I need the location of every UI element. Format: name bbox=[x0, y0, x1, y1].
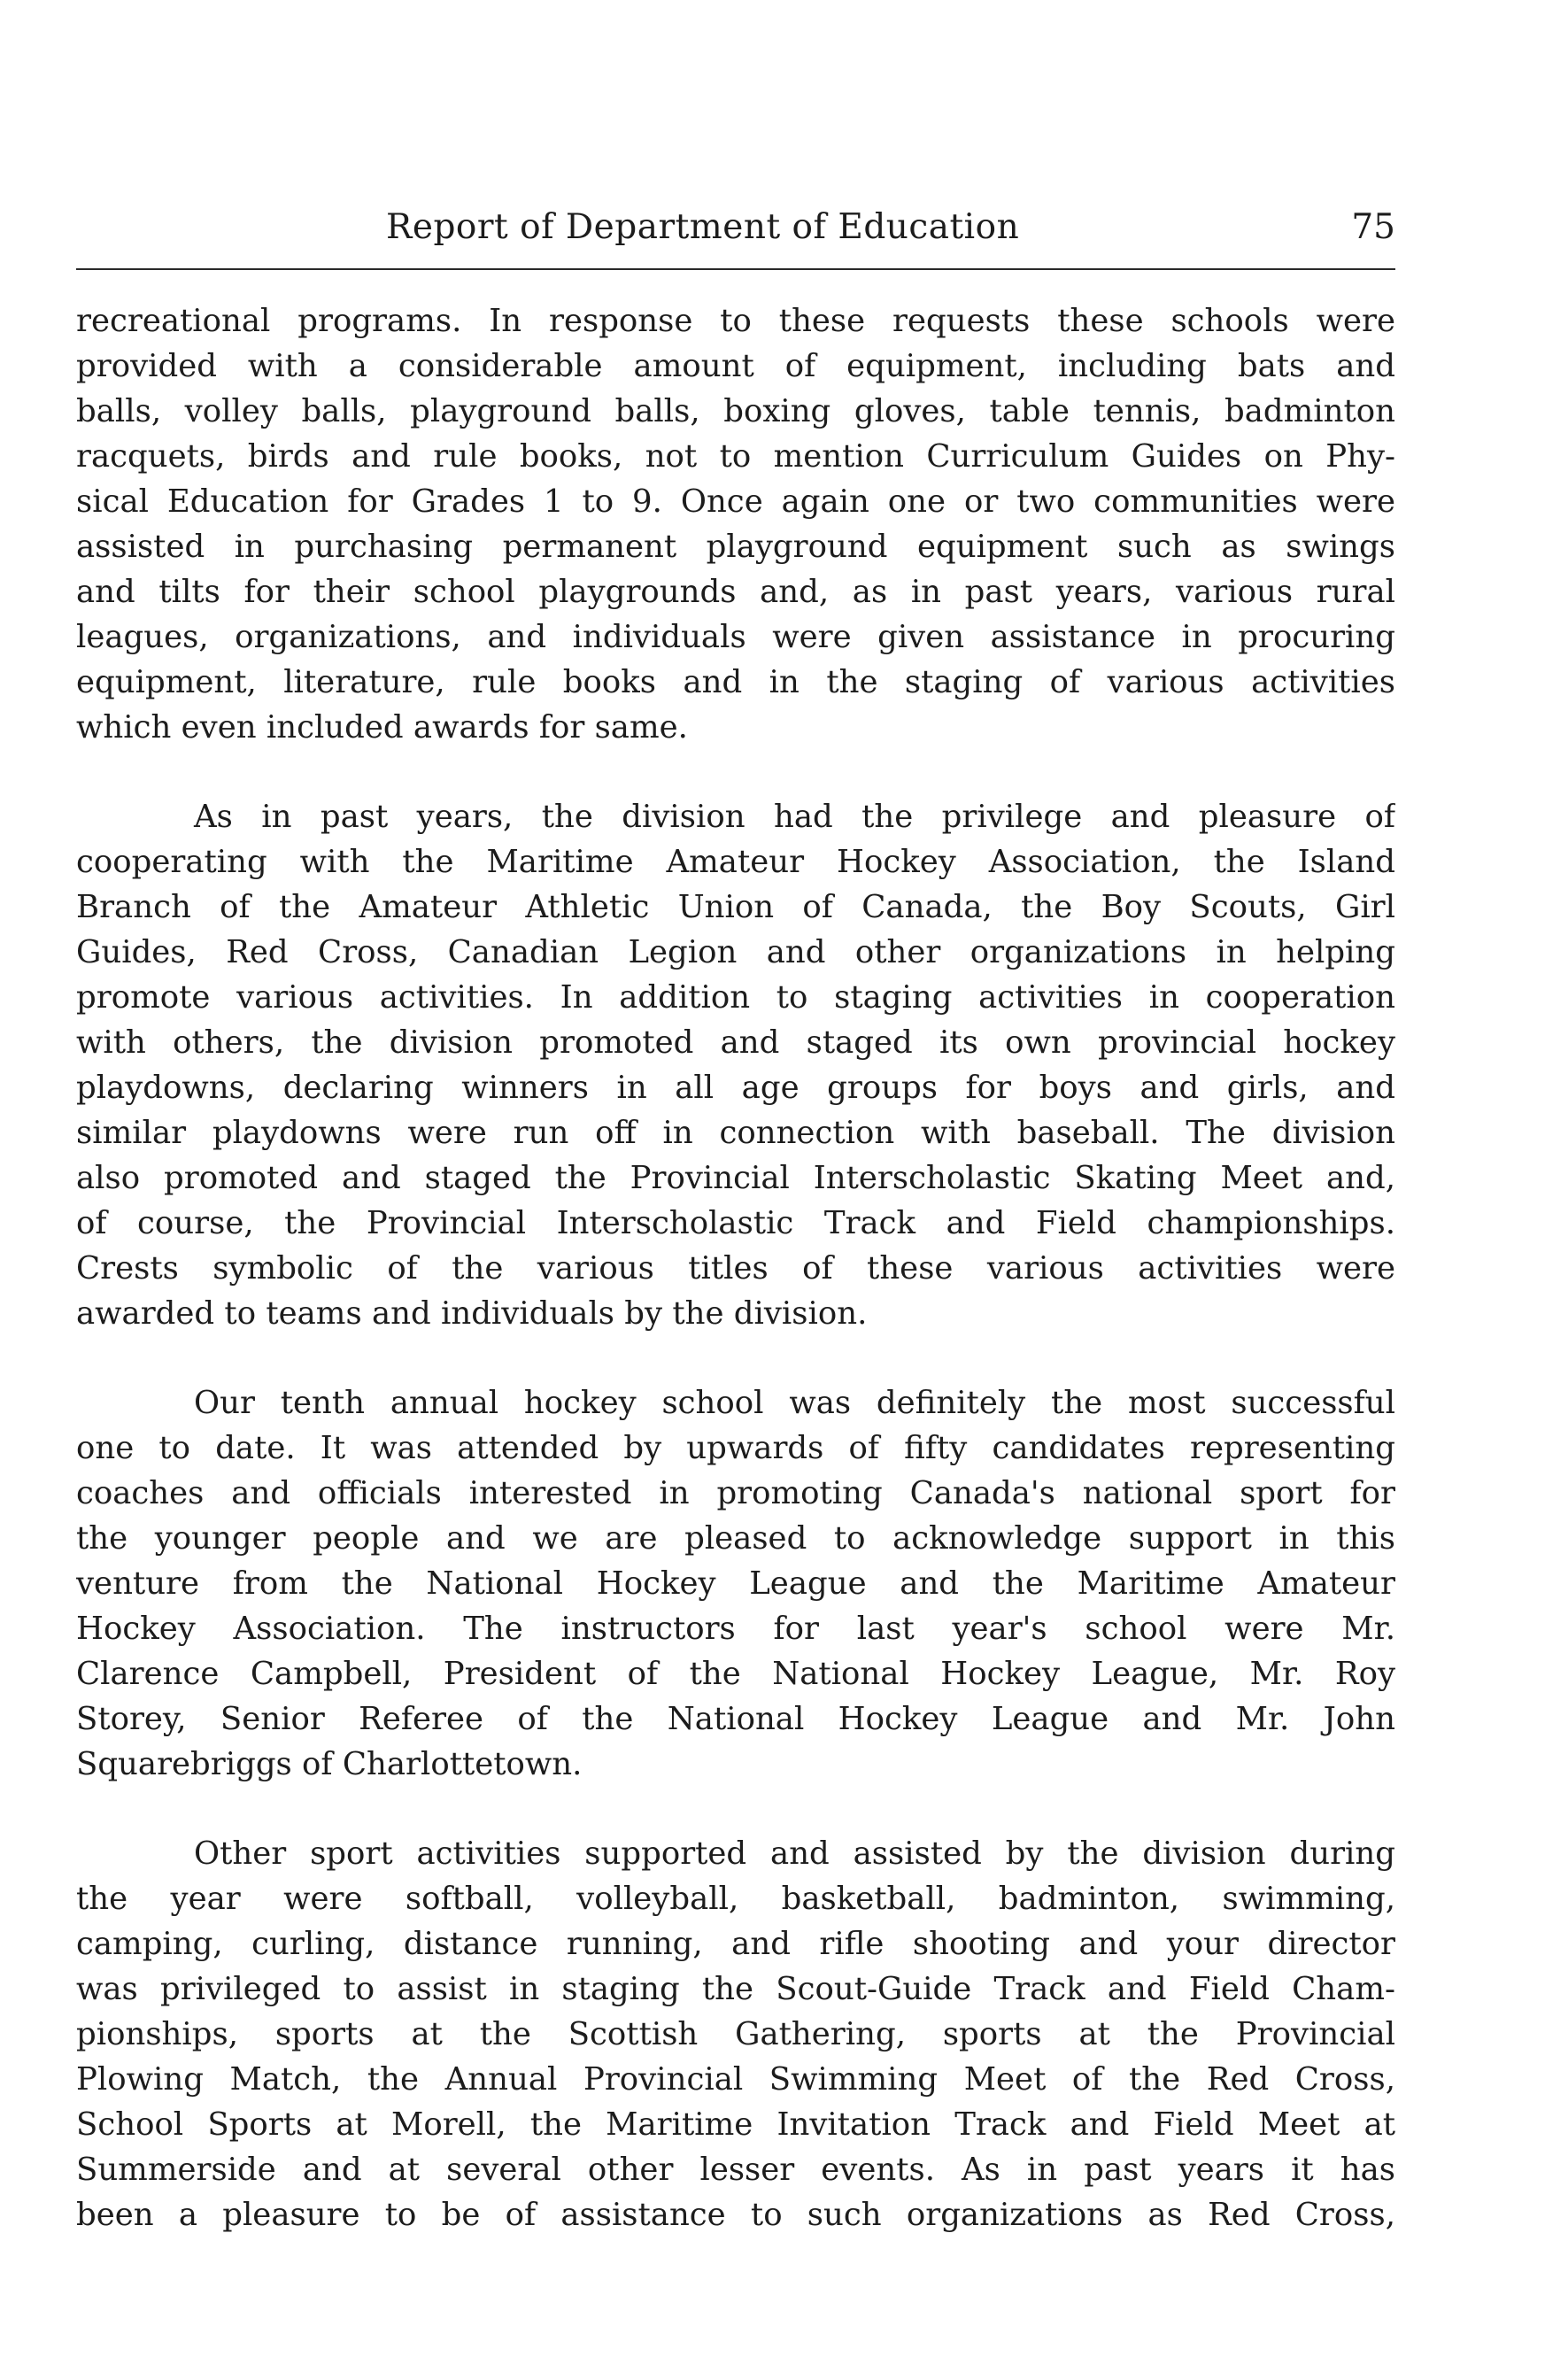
paragraph-cooperating-organizations bbox=[76, 794, 1395, 1336]
text-line: coaches and officials interested in promoting Canada's national sport for bbox=[76, 1475, 1395, 1511]
text-line: of course, the Provincial Interscholastic Track and Field championships. bbox=[76, 1205, 1395, 1241]
running-title: Report of Department of Education bbox=[386, 207, 1020, 247]
text-line: sical Education for Grades 1 to 9. Once again one or two communities were bbox=[76, 483, 1395, 520]
text-line: provided with a considerable amount of equipment, including bats and bbox=[76, 348, 1395, 384]
text-line: one to date. It was attended by upwards of fifty candidates representing bbox=[76, 1430, 1395, 1466]
text-line: equipment, literature, rule books and in the staging of various activities bbox=[76, 664, 1395, 700]
text-line: leagues, organizations, and individuals were given assistance in procuring bbox=[76, 619, 1395, 655]
text-line: Squarebriggs of Charlottetown. bbox=[76, 1746, 583, 1782]
text-line: recreational programs. In response to these requests these schools were bbox=[76, 303, 1395, 339]
paragraph-spacer bbox=[76, 1787, 1395, 1831]
text-line: School Sports at Morell, the Maritime Invitation Track and Field Meet at bbox=[76, 2106, 1395, 2143]
paragraph-other-sport-activities bbox=[76, 1831, 1395, 2237]
text-line: Branch of the Amateur Athletic Union of Canada, the Boy Scouts, Girl bbox=[76, 889, 1395, 925]
text-line: camping, curling, distance running, and rifle shooting and your director bbox=[76, 1926, 1395, 1962]
text-line: which even included awards for same. bbox=[76, 709, 688, 746]
text-line: awarded to teams and individuals by the division. bbox=[76, 1295, 868, 1332]
body-text bbox=[76, 298, 1395, 2237]
text-line: assisted in purchasing permanent playground equipment such as swings bbox=[76, 529, 1395, 565]
text-line: Plowing Match, the Annual Provincial Swimming Meet of the Red Cross, bbox=[76, 2061, 1395, 2098]
text-line: cooperating with the Maritime Amateur Hockey Association, the Island bbox=[76, 844, 1395, 880]
text-line: Summerside and at several other lesser events. As in past years it has bbox=[76, 2152, 1395, 2188]
text-line: the year were softball, volleyball, basketball, badminton, swimming, bbox=[76, 1881, 1395, 1917]
text-line: promote various activities. In addition to staging activities in cooperation bbox=[76, 979, 1395, 1016]
page-number: 75 bbox=[1351, 207, 1395, 247]
paragraph-recreational-programs bbox=[76, 298, 1395, 750]
text-line: with others, the division promoted and staged its own provincial hockey bbox=[76, 1024, 1395, 1061]
text-line: Other sport activities supported and assisted by the division during bbox=[194, 1835, 1395, 1872]
text-line: the younger people and we are pleased to acknowledge support in this bbox=[76, 1520, 1395, 1557]
page-header bbox=[76, 202, 1395, 255]
text-line: and tilts for their school playgrounds and, as in past years, various rural bbox=[76, 574, 1395, 610]
text-line: venture from the National Hockey League and the Maritime Amateur bbox=[76, 1565, 1395, 1602]
text-line: playdowns, declaring winners in all age groups for boys and girls, and bbox=[76, 1070, 1395, 1106]
paragraph-spacer bbox=[76, 1336, 1395, 1380]
text-line: As in past years, the division had the privilege and pleasure of bbox=[194, 799, 1395, 835]
paragraph-hockey-school bbox=[76, 1380, 1395, 1787]
text-line: Crests symbolic of the various titles of these various activities were bbox=[76, 1250, 1395, 1287]
text-line: Clarence Campbell, President of the National Hockey League, Mr. Roy bbox=[76, 1656, 1395, 1692]
text-line: been a pleasure to be of assistance to such organizations as Red Cross, bbox=[76, 2197, 1395, 2233]
header-rule bbox=[76, 268, 1395, 270]
text-line: Our tenth annual hockey school was definitely the most successful bbox=[194, 1385, 1395, 1421]
text-line: Storey, Senior Referee of the National Hockey League and Mr. John bbox=[76, 1701, 1395, 1737]
text-line: balls, volley balls, playground balls, boxing gloves, table tennis, badminton bbox=[76, 393, 1395, 429]
paragraph-spacer bbox=[76, 750, 1395, 794]
text-line: pionships, sports at the Scottish Gathering, sports at the Provincial bbox=[76, 2016, 1395, 2052]
text-line: similar playdowns were run off in connection with baseball. The division bbox=[76, 1115, 1395, 1151]
text-line: was privileged to assist in staging the Scout-Guide Track and Field Cham- bbox=[76, 1971, 1395, 2007]
text-line: Hockey Association. The instructors for last year's school were Mr. bbox=[76, 1611, 1395, 1647]
text-line: also promoted and staged the Provincial Interscholastic Skating Meet and, bbox=[76, 1160, 1395, 1196]
text-line: Guides, Red Cross, Canadian Legion and other organizations in helping bbox=[76, 934, 1395, 970]
text-line: racquets, birds and rule books, not to mention Curriculum Guides on Phy- bbox=[76, 438, 1395, 475]
